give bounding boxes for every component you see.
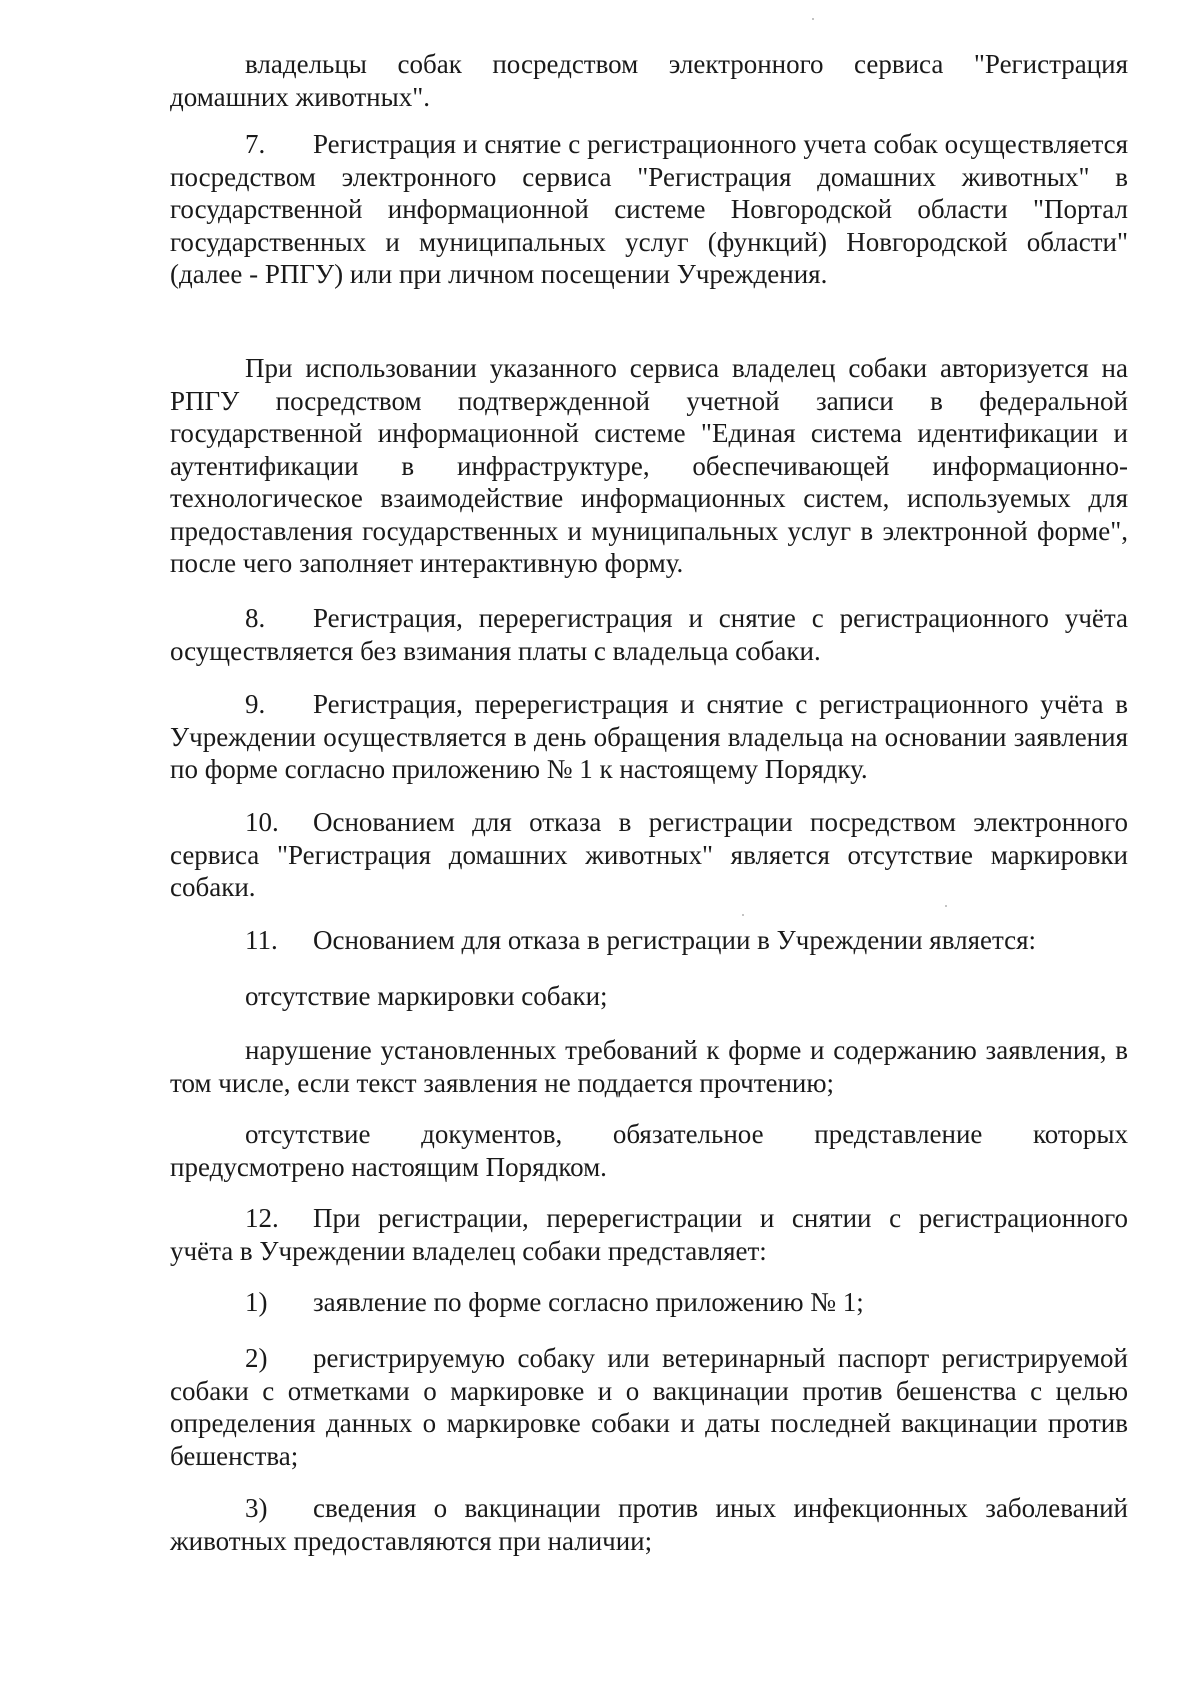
- list-item-number: 3): [245, 1493, 268, 1523]
- paragraph-12: [170, 1202, 1128, 1267]
- paragraph-number: 10.: [245, 807, 279, 837]
- paragraph-11-item-a: [170, 980, 1128, 1013]
- list-item-2: [170, 1342, 1128, 1472]
- list-item-text: регистрируемую собаку или ветеринарный паспорт регистрируемой собаки с отметками о маркировке и о вакцинации против бешенства с целью определения данных о маркировке собаки и даты последней вакцинации против бешенства;: [170, 1343, 1128, 1471]
- paragraph-7-authorization: [170, 352, 1128, 580]
- scan-speck: [812, 18, 814, 20]
- paragraph-text: Регистрация и снятие с регистрационного учета собак осуществляется посредством электронного сервиса "Регистрация домашних животных" в государственной информационной системе Новгородской области "Портал государственных и муниципальных услуг (функций) Новгородской области" (далее - РПГУ) или при личном посещении Учреждения.: [170, 129, 1128, 289]
- paragraph-text: отсутствие документов, обязательное представление которых предусмотрено настоящим Порядком.: [170, 1119, 1128, 1182]
- scan-speck: [742, 914, 744, 916]
- paragraph-text: При использовании указанного сервиса владелец собаки авторизуется на РПГУ посредством подтвержденной учетной записи в федеральной государственной информационной системе "Единая система идентификации и аутентификации в инфраструктуре, обеспечивающей информационно-технологическое взаимодействие информационных систем, используемых для предоставления государственных и муниципальных услуг в электронной форме", после чего заполняет интерактивную форму.: [170, 353, 1128, 578]
- scan-speck: [945, 905, 947, 907]
- paragraph-text: владельцы собак посредством электронного сервиса "Регистрация домашних животных".: [170, 49, 1128, 112]
- paragraph-7: [170, 128, 1128, 291]
- paragraph-number: 8.: [245, 603, 266, 633]
- list-item-text: сведения о вакцинации против иных инфекционных заболеваний животных предоставляются при наличии;: [170, 1493, 1128, 1556]
- paragraph-11: [170, 924, 1128, 957]
- paragraph-11-item-b: [170, 1034, 1128, 1099]
- paragraph-text: Регистрация, перерегистрация и снятие с регистрационного учёта в Учреждении осуществляется в день обращения владельца на основании заявления по форме согласно приложению № 1 к настоящему Порядку.: [170, 689, 1128, 784]
- paragraph-text: нарушение установленных требований к форме и содержанию заявления, в том числе, если текст заявления не поддается прочтению;: [170, 1035, 1128, 1098]
- paragraph-10: [170, 806, 1128, 904]
- paragraph-text: Основанием для отказа в регистрации посредством электронного сервиса "Регистрация домашних животных" является отсутствие маркировки собаки.: [170, 807, 1128, 902]
- paragraph-text: При регистрации, перерегистрации и снятии с регистрационного учёта в Учреждении владелец собаки представляет:: [170, 1203, 1128, 1266]
- paragraph-number: 7.: [245, 129, 266, 159]
- list-item-1: [170, 1286, 1128, 1319]
- paragraph-continuation: [170, 48, 1128, 113]
- paragraph-number: 9.: [245, 689, 266, 719]
- list-item-3: [170, 1492, 1128, 1557]
- paragraph-text: отсутствие маркировки собаки;: [245, 981, 608, 1011]
- paragraph-text: Регистрация, перерегистрация и снятие с регистрационного учёта осуществляется без взимания платы с владельца собаки.: [170, 603, 1128, 666]
- paragraph-number: 12.: [245, 1203, 279, 1233]
- list-item-text: заявление по форме согласно приложению № 1;: [313, 1287, 864, 1317]
- paragraph-8: [170, 602, 1128, 667]
- paragraph-11-item-c: [170, 1118, 1128, 1183]
- list-item-number: 2): [245, 1343, 268, 1373]
- paragraph-9: [170, 688, 1128, 786]
- list-item-number: 1): [245, 1287, 268, 1317]
- paragraph-number: 11.: [245, 925, 278, 955]
- paragraph-text: Основанием для отказа в регистрации в Учреждении является:: [313, 925, 1037, 955]
